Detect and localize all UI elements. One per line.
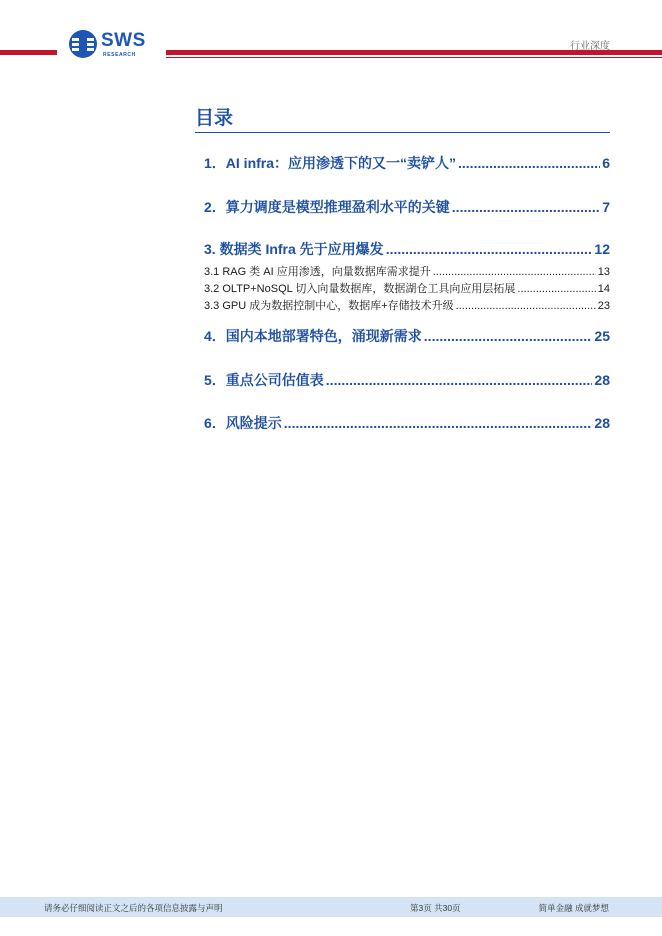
page-footer	[0, 897, 662, 917]
footer-slogan: 简单金融 成就梦想	[538, 903, 609, 913]
toc-entry-label: 3.3 GPU 成为数据控制中心，数据库+存储技术升级	[204, 300, 454, 312]
logo-subtext: RESEARCH	[103, 52, 136, 58]
toc-leader-dots	[326, 369, 593, 391]
company-logo	[68, 29, 160, 61]
toc-entry-label: 3.1 RAG 类 AI 应用渗透，向量数据库需求提升	[204, 266, 431, 278]
header-accent-bar-left	[0, 50, 57, 55]
report-category: 行业深度	[570, 41, 610, 52]
logo-text: SWS	[101, 30, 146, 51]
toc-leader-dots	[433, 264, 596, 281]
toc-entry-label: 1．AI infra：应用渗透下的又一“卖铲人”	[204, 155, 457, 171]
toc-entry[interactable]	[204, 196, 610, 218]
toc-subentry[interactable]	[204, 298, 610, 315]
toc-entry[interactable]	[204, 325, 610, 347]
toc-entry-page: 23	[597, 300, 610, 312]
toc-title-rule	[195, 132, 610, 133]
logo-emblem-icon	[68, 29, 98, 59]
toc-subentry[interactable]	[204, 264, 610, 281]
toc-entry-page: 14	[597, 283, 610, 295]
toc-leader-dots	[424, 325, 593, 347]
toc-entry-page: 12	[594, 241, 610, 257]
toc-entry-label: 3.2 OLTP+NoSQL 切入向量数据库，数据湖仓工具向应用层拓展	[204, 283, 516, 295]
toc-entry-label: 6．风险提示	[204, 415, 282, 431]
toc-list	[204, 152, 610, 434]
toc-entry[interactable]	[204, 369, 610, 391]
toc-entry-page: 6	[602, 155, 610, 171]
footer-page-info: 第3页 共30页	[410, 903, 461, 913]
toc-title: 目录	[195, 108, 234, 129]
toc-leader-dots	[456, 298, 596, 315]
toc-entry-label: 4．国内本地部署特色，涌现新需求	[204, 328, 422, 344]
footer-disclaimer: 请务必仔细阅读正文之后的各项信息披露与声明	[44, 903, 223, 913]
toc-entry[interactable]	[204, 412, 610, 434]
toc-leader-dots	[458, 152, 600, 174]
toc-entry[interactable]	[204, 238, 610, 260]
toc-entry-page: 13	[597, 266, 610, 278]
toc-leader-dots	[452, 196, 600, 218]
toc-entry[interactable]	[204, 152, 610, 174]
toc-entry-page: 25	[594, 328, 610, 344]
toc-entry-page: 7	[602, 199, 610, 215]
toc-entry-page: 28	[594, 372, 610, 388]
toc-entry-label: 2．算力调度是模型推理盈利水平的关键	[204, 199, 450, 215]
toc-entry-page: 28	[594, 415, 610, 431]
toc-entry-label: 3. 数据类 Infra 先于应用爆发	[204, 241, 384, 257]
toc-entry-label: 5．重点公司估值表	[204, 372, 324, 388]
toc-leader-dots	[284, 412, 593, 434]
header-divider	[166, 57, 662, 58]
toc-leader-dots	[386, 238, 593, 260]
toc-leader-dots	[517, 281, 595, 298]
toc-subentry[interactable]	[204, 281, 610, 298]
